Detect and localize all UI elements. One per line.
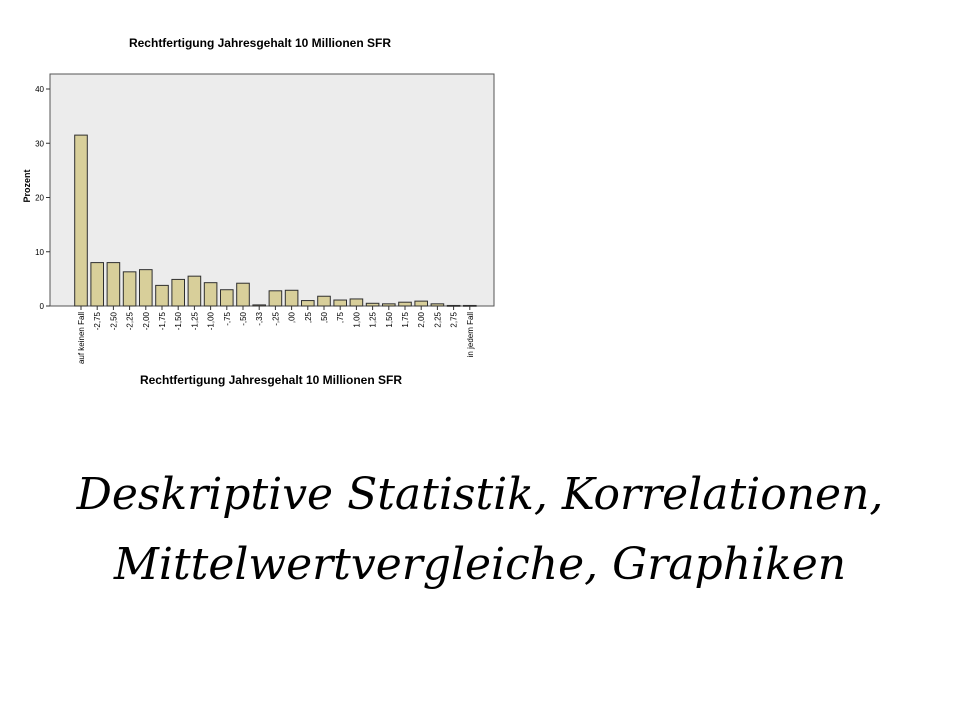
x-tick-label: 1,75 [401,312,410,328]
x-tick-label: -,25 [271,312,281,326]
x-tick-label: 1,50 [384,312,394,328]
y-tick-label: 30 [35,139,44,149]
x-tick-label: 1,00 [352,312,362,328]
bar [302,301,315,306]
x-tick-label: -,50 [239,312,248,326]
x-tick-label: 1,25 [368,312,378,328]
x-tick-label: -,75 [222,312,232,326]
y-tick-label: 10 [35,247,44,257]
bar [366,303,379,306]
x-tick-label: auf keinen Fall [77,312,86,365]
y-tick-label: 40 [35,85,44,94]
bar [188,276,201,306]
bar [318,296,331,306]
x-tick-label: -2,50 [109,312,119,331]
x-tick-label: -1,75 [158,312,167,331]
x-tick-label: -2,75 [93,312,103,331]
bar [140,270,153,306]
y-tick-label: 0 [39,302,44,311]
bar [221,290,234,306]
x-tick-label: -1,50 [174,312,184,331]
x-tick-label: ,00 [287,312,297,324]
x-axis-title: Rechtfertigung Jahresgehalt 10 Millionen SFR [139,373,403,387]
bar-chart [0,0,520,400]
x-tick-label: -1,25 [190,312,200,331]
x-tick-label: 2,25 [433,312,443,328]
bar [156,285,169,306]
bar [237,283,250,306]
x-tick-label: -2,00 [141,312,151,331]
bar [172,279,185,306]
y-axis-title: Prozent [22,169,32,203]
y-tick-label: 20 [35,193,44,203]
bar [91,263,104,306]
bar [399,302,412,306]
x-tick-label: in jedem Fall [465,312,475,358]
bar [415,301,428,306]
bar [334,300,347,306]
bar [285,290,298,306]
slide-title [0,460,960,600]
x-tick-label: ,25 [303,312,313,324]
x-tick-label: -2,25 [125,312,135,331]
bar [431,304,444,306]
slide-title-line-2: Mittelwertvergleiche, Graphiken [113,539,847,590]
x-tick-label: 2,00 [417,312,427,328]
chart-title: Rechtfertigung Jahresgehalt 10 Millionen SFR [128,36,392,50]
slide-title-line-1: Deskriptive Statistik, Korrelationen, [76,469,884,520]
bar [75,135,88,306]
bar [269,291,282,306]
x-tick-label: ,50 [320,312,329,324]
bar [204,283,217,306]
x-tick-label: 2,75 [449,312,459,328]
x-tick-label: ,75 [336,312,346,324]
bar [253,305,266,306]
x-tick-label: -,33 [255,312,265,326]
bar [107,263,120,306]
bar [383,304,396,306]
x-tick-label: -1,00 [206,312,216,331]
bar [350,299,363,306]
bar [123,272,136,306]
